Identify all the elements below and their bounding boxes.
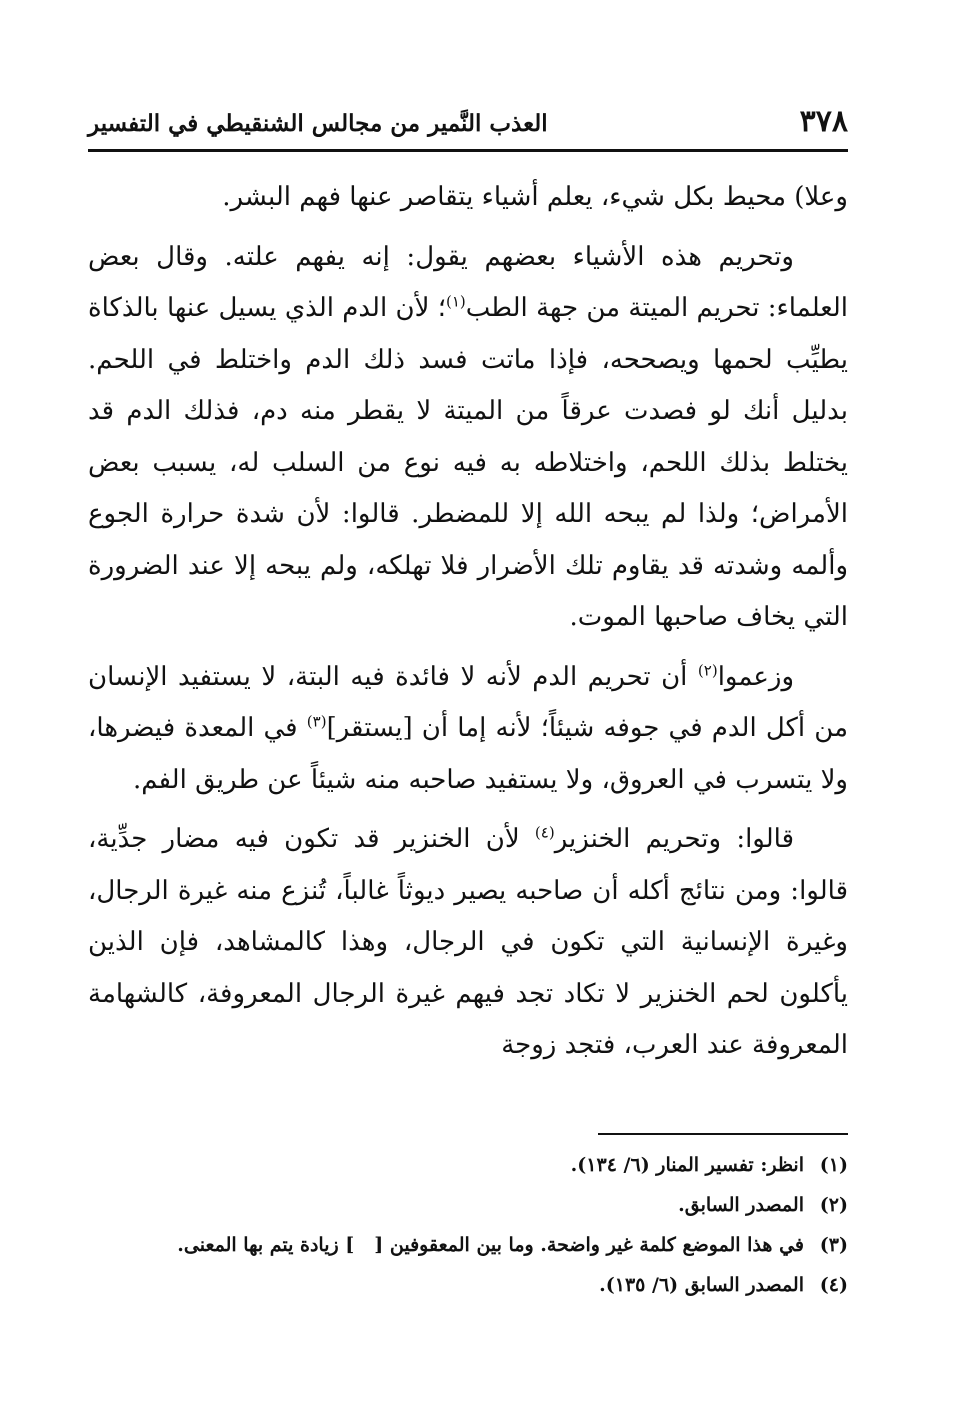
footnote-3 [88,1228,848,1262]
footnote-2 [88,1188,848,1222]
footnote-text-b: ] زيادة يتم بها المعنى. [177,1234,355,1256]
footnote-ref-3: (٣) [306,712,327,731]
running-title: العذب النَّمير من مجالس الشنقيطي في التفسير [88,110,548,137]
footnote-ref-2: (٢) [697,660,718,679]
footnote-separator [598,1133,848,1135]
paragraph-4-text-b: لأن الخنزير قد تكون فيه مضار جدِّية، قالوا: ومن نتائج أكله أن صاحبه يصير ديوثاً غالباً، تُنزع منه غيرة الرجال، وغيرة الإنسانية التي تكون في الرجال، وهذا كالمشاهد، فإن الذين يأكلون لحم الخنزير لا تكاد تجد فيهم غيرة الرجال المعروفة، كالشهامة المعروفة عند العرب، فتجد زوجة [88,824,848,1060]
page-header [88,102,848,146]
footnote-number: (٤) [819,1274,848,1296]
paragraph-2 [88,232,848,644]
footnote-number: (٢) [819,1194,848,1216]
paragraph-1 [88,172,848,224]
paragraph-2-text-b: ؛ لأن الدم الذي يسيل عنها بالذكاة يطيِّب لحمها ويصححه، فإذا ماتت فسد ذلك الدم واختلط في اللحم. بدليل أنك لو فصدت عرقاً من الميتة لا يقطر منه دم، فذلك الدم قد يختلط بذلك اللحم، واختلاطه به فيه نوع من السلب له، يسبب بعض الأمراض؛ ولذا لم يبحه الله إلا للمضطر. قالوا: لأن شدة حرارة الجوع وألمه وشدته قد يقاوم تلك الأضرار فلا تهلكه، ولم يبحه إلا عند الضرورة التي يخاف صاحبها الموت. [88,293,849,632]
paragraph-3-text-c: في المعدة فيضرها، ولا يتسرب في العروق، ولا يستفيد صاحبه منه شيئاً عن طريق الفم. [88,713,848,795]
footnote-ref-1: (١) [445,292,466,311]
footnote-text [88,1228,804,1262]
paragraph-4 [88,814,848,1072]
footnote-ref-4: (٤) [534,823,555,842]
footnote-text: المصدر السابق (٦/ ١٣٥). [599,1274,804,1296]
paragraph-3 [88,652,848,807]
footnote-text: المصدر السابق. [678,1194,804,1216]
footnotes [88,1148,848,1308]
footnote-1 [88,1148,848,1182]
footnote-number: (٣) [819,1234,848,1256]
paragraph-4-text-a: قالوا: وتحريم الخنزير [554,824,795,854]
footnote-text-a: في هذا الموضع كلمة غير واضحة. وما بين المعقوفين [ [374,1234,804,1256]
footnote-text: انظر: تفسير المنار (٦/ ١٣٤). [570,1154,804,1176]
paragraph-2-text-a: وتحريم هذه الأشياء بعضهم يقول: إنه يفهم علته. وقال بعض العلماء: تحريم الميتة من جهة الطب [88,241,848,323]
footnote-4 [88,1268,848,1302]
page-number: ٣٧٨ [799,104,848,139]
paragraph-3-text-b: أن تحريم الدم لأنه لا فائدة فيه البتة، لا يستفيد الإنسان من أكل الدم في جوفه شيئاً؛ لأنه إما أن [يستقر] [88,661,849,743]
header-rule [88,149,848,152]
paragraph-1-text: وعلا) محيط بكل شيء، يعلم أشياء يتقاصر عنها فهم البشر. [222,182,848,212]
main-text [88,172,848,1080]
footnote-number: (١) [819,1154,848,1176]
paragraph-3-text-a: وزعموا [717,661,794,692]
